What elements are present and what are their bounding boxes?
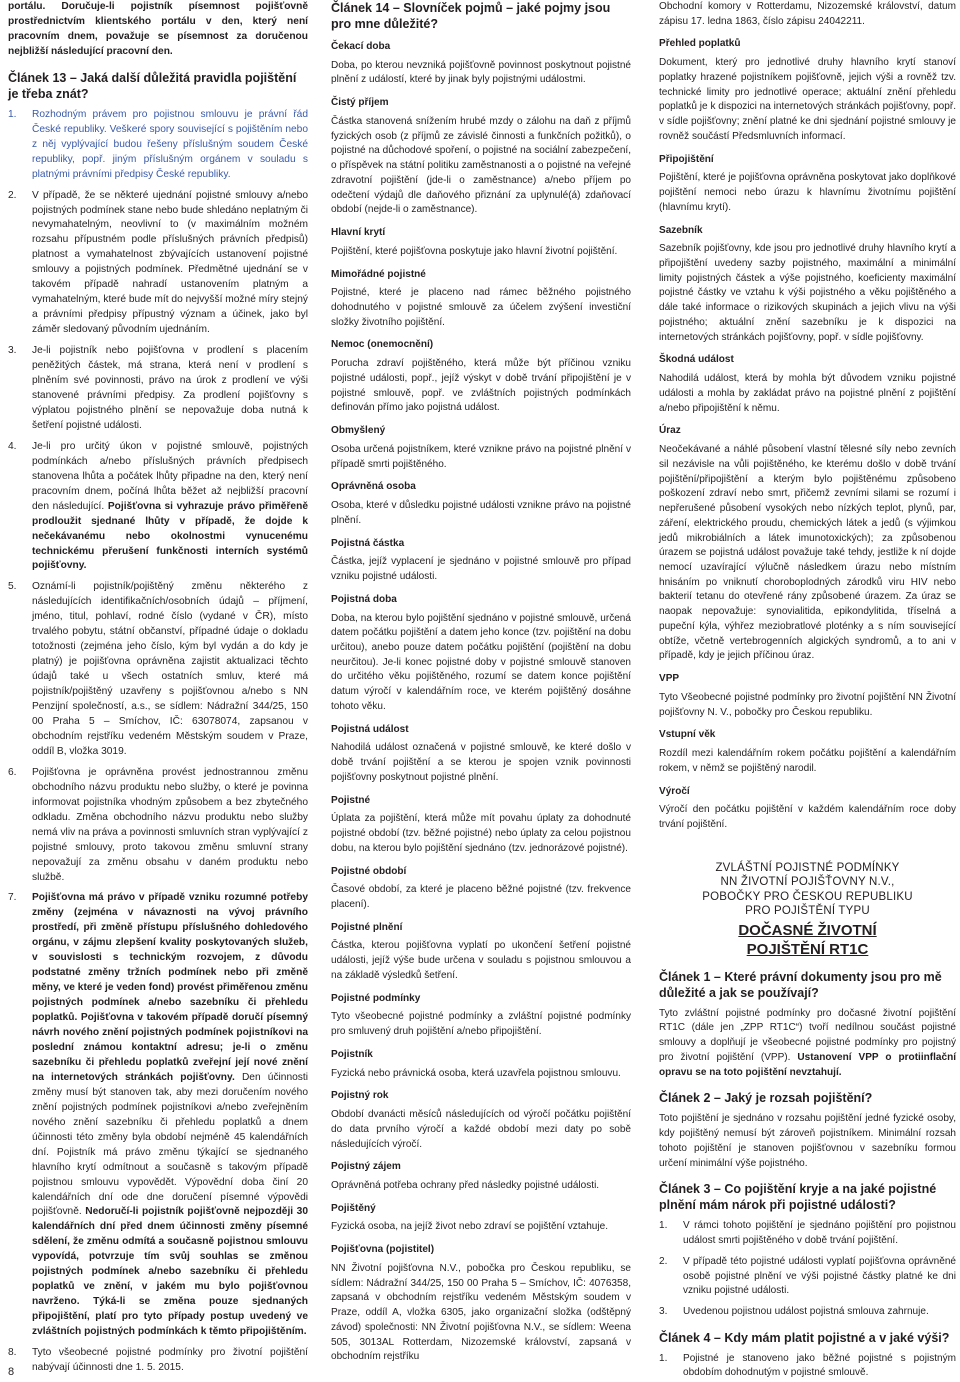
item-number: 3.: [8, 345, 17, 357]
article-3-title: Článek 3 – Co pojištění kryje a na jaké pojistné plnění mám nárok při pojistné události?: [659, 1182, 937, 1213]
column-1: [8, 0, 308, 1382]
article-2-text: Toto pojištění je sjednáno v rozsahu pojištění jedné fyzické osoby, kdy pojištěný nemusí být zároveň pojistníkem. Minimální rozsah tohoto pojištění je stanoven pojišťovnou v sazebníku formou určení minimální výše pojistného.: [659, 1113, 956, 1169]
item-text: Oznámí-li pojistník/pojištěný změnu některého z následujících identifikačních/osobních údajů – příjmení, jméno, titul, pohlaví, rodné číslo (vydané v ČR), místo trvalého pobytu, státní občanství, případné údaje o dokladu totožnosti (zejména jeho číslo, kým byl vydán a do kdy je platný) je pojišťovna oprávněna zajistit aktualizaci těchto údajů také u všech ostatních smluv, které má pojistník/pojištěný uzavřeny s pojišťovnou a/nebo s NN Penzijní společností, a.s., se sídlem: Nádražní 344/25, 150 00 Praha 5 – Smíchov, IČ: 63078074, zapsanou v obchodním rejstříku vedeném Městským soudem v Praze, oddíl B, vložka 3019.: [32, 581, 308, 757]
glossary-term: Čekací doba: [331, 41, 391, 52]
glossary-definition: Výročí den počátku pojištění v každém kalendářním roce doby trvání pojištění.: [659, 804, 956, 830]
header-line: ZVLÁŠTNÍ POJISTNÉ PODMÍNKY: [715, 861, 900, 874]
glossary-term: Pojištěný: [331, 1202, 376, 1214]
title-line: DOČASNÉ ŽIVOTNÍ: [738, 921, 877, 939]
glossary-definition: Oprávněná potřeba ochrany před následky pojistné události.: [331, 1180, 600, 1191]
glossary-term: Sazebník: [659, 224, 703, 236]
glossary-term: Pojistný zájem: [331, 1161, 401, 1173]
glossary-definition: Pojištění, které pojišťovna poskytuje jako hlavní životní pojištění.: [331, 245, 618, 257]
column-2: [331, 0, 631, 1382]
item-number: 2.: [659, 1255, 668, 1267]
item-text: Pojišťovna je oprávněna provést jednostrannou změnu obchodního názvu produktu nebo služby, o které je povinna informovat pojistníka vhodným způsobem a bez zbytečného odkladu. Změna obchodního názvu produktu nebo služby nemá vliv na práva a povinnosti smluvních stran vyplývající z pojistné smlouvy, proto takovou změnu smluvní strany nepovažují za změnu obsahu v daném produktu nebo službě.: [32, 766, 308, 883]
glossary-term: Pojistná doba: [331, 593, 397, 605]
item-number: 6.: [8, 766, 17, 778]
list-item: [8, 766, 308, 886]
glossary-definition: Tyto všeobecné pojistné podmínky a zvláštní pojistné podmínky pro smluvený druh pojištění a/nebo připojištění.: [331, 1011, 631, 1038]
glossary-term: Hlavní krytí: [331, 227, 386, 239]
list-item: [8, 440, 308, 575]
glossary-definition: Tyto Všeobecné pojistné podmínky pro životní pojištění NN Životní pojišťovny N. V., pobočky pro Českou republiku.: [659, 691, 956, 718]
list-item: [659, 1352, 956, 1381]
item-number: 1.: [659, 1352, 668, 1364]
glossary-term: Vstupní věk: [659, 729, 716, 741]
article-13-title: Článek 13 – Jaká další důležitá pravidla pojištění je třeba znát?: [8, 70, 297, 101]
glossary-term: Úraz: [659, 425, 681, 437]
glossary-continuation: Obchodní komory v Rotterdamu, Nizozemské království, datum zápisu 17. ledna 1863, číslo zápisu 24042211.: [659, 1, 956, 27]
glossary-term: Pojistný rok: [331, 1090, 389, 1102]
item-text: Pojistné je stanoveno jako běžné pojistné s pojistným obdobím dohodnutým v pojistné smlouvě.: [683, 1352, 956, 1379]
page-number: 8: [8, 1366, 15, 1378]
glossary-definition: Doba, po kterou nevzniká pojišťovně povinnost poskytnout pojistné plnění z událostí, které by jinak byly pojistnými událostmi.: [331, 59, 631, 86]
item-text-regular: Den účinnosti změny musí být stanoven tak, aby mezi doručením nového znění pojistných podmínek pojistníkovi a/nebo zveřejněním nového znění sazebníku či přehledu poplatků a dnem účinnosti této změny byla období nejméně 45 kalendářních dní. Pojistník má právo změnu týkající se sjednaného hlavního krytí odmítnout a současně s takovým případě pojistnou smlouvu vypovědět. Výpovědní doba činí 20 kalendářních dní ode dne doručení písemné výpovědi pojišťovně.: [32, 1071, 308, 1218]
glossary-definition: Fyzická osoba, na jejíž život nebo zdraví se pojištění vztahuje.: [331, 1221, 608, 1233]
item-text-bold: Pojišťovna má právo v případě vzniku rozumné potřeby změny (zejména v návaznosti na vývoj právního prostředí, při změně přístupu příslušného dohledového orgánu, v zájmu zlepšení kvality poskytovaných služeb, v souvislosti s technickým rozvojem, z důvodu podstatné změny tržních podmínek nebo při změně měny, ve které je veden fond) provést přiměřenou změnu pojistných podmínek a/nebo sazebníku či přehledu poplatků. Pojišťovna v takovém případě doručí písemný návrh nového znění pojistných podmínek pojistníkovi na poslední známou kontaktní adresu; je-li o změnu sazebníku či přehledu poplatků zveřejní její nové znění na internetových stránkách pojišťovny.: [32, 892, 308, 1083]
glossary-term: Pojistné: [331, 794, 371, 806]
item-number: 5.: [8, 581, 17, 593]
glossary-definition: Porucha zdraví pojištěného, která může být příčinou vzniku pojistné události, popř., jejíž výskyt v době trvání připojištění je v pojistné smlouvě, popř. ve zvláštních pojistných podmínkách definován přímo jako pojistná událost.: [331, 358, 631, 414]
item-text: [32, 891, 308, 1340]
item-text-regular: Je-li pro určitý úkon v pojistné smlouvě, pojistných podmínkách a/nebo příslušných právních předpisech stanovena lhůta a počátek lhůty připadne na den, který není pracovním dnem, počíná lhůta běžet až nejbližší pracovní den následující.: [32, 440, 308, 512]
glossary-term: Výročí: [659, 785, 690, 797]
item-text: Tyto všeobecné pojistné podmínky pro životní pojištění nabývají účinnosti dne 1. 5. 2015.: [32, 1347, 308, 1374]
glossary-definition: Pojistné, které je placeno nad rámec běžného pojistného dohodnutého v pojistné smlouvě za účelem zvýšení investiční složky životního pojištění.: [331, 287, 631, 328]
intro-paragraph: portálu. Doručuje-li pojistník písemnost pojišťovně prostřednictvím klientského portálu v den, který není pracovním dnem, považuje se písemnost za doručenou nejbližší následující pracovní den.: [8, 1, 308, 57]
glossary-definition: Částka stanovená snížením hrubé mzdy o zálohu na daň z příjmů fyzických osob (z příjmů ze závislé činnosti a funkčních požitků), o pojistné na důchodové spoření, o pojistné na sociální zabezpečení, o příspěvek na státní politiku zaměstnanosti a o pojistné na veřejné zdravotní pojištění (jde-li o zaměstnance) a/nebo příjem po odečtení výdajů dle daňového přiznání za uplynulé(á) zdaňovací období (nejde-li o zaměstnance).: [331, 115, 631, 216]
glossary-definition: Osoba, které v důsledku pojistné události vznikne právo na pojistné plnění.: [331, 500, 631, 526]
glossary-definition: NN Životní pojišťovna N.V., pobočka pro Českou republiku, se sídlem: Nádražní 344/25, 150 00 Praha 5 – Smíchov, IČ: 4076358, zapsaná v obchodním rejstříku vedeném Městským soudem v Praze, oddíl A, vložka 6305, jako organizační složka (odštěpný závod) společnosti: NN Životní pojišťovna N.V., se sídlem: Weena 505, 3013AL Rotterdam, Nizozemské království, zapsaná v obchodním rejstříku: [331, 1262, 631, 1363]
list-item: [8, 1346, 308, 1376]
glossary-definition: Neočekávané a náhlé působení vlastní tělesné síly nebo zevních sil nezávisle na vůli pojištěného, ke kterému došlo v době trvání pojištění/připojištění a kterým bylo pojištěnému způsobeno poškození zdraví nebo smrt, přičemž zevními silami se rozumí i nepřerušené působení vysokých nebo nízkých teplot, plynů, par, záření, elektrického proudu, chemických látek a jedů (s výjimkou jedů mikrobiálních a látek imunotoxických); za způsobenou úrazem se pojistná událost považuje také tehdy, jestliže k ní dojde nemocí uzavírající výlučně následkem úrazu nebo místním hnisáním po vniknutí choroboplodných zárodků viru HIV nebo bakterií tetanu do otevřené rány způsobené úrazem. Za úraz se naopak nepovažuje: synovialitida, epikondylitida, tříselná a pupeční kýla, výhřez meziobratlové ploténky a s ním související obtíže, včetně vertebrogenních algických syndromů, a to ani v případě, kdy je jejich příčinou úraz.: [659, 444, 956, 662]
item-number: 1.: [8, 108, 17, 120]
item-text: Rozhodným právem pro pojistnou smlouvu je právní řád České republiky. Veškeré spory související s pojištěním nebo z něj vyplývající budou řešeny příslušným soudem České republiky, popř. jiným příslušným orgánem v souladu s platnými právními předpisy České republiky.: [32, 108, 308, 180]
glossary-term: Pojistné období: [331, 865, 407, 877]
glossary-term: Pojistná událost: [331, 723, 409, 735]
item-text-bold: Pojišťovna si vyhrazuje právo přiměřeně prodloužit sjednané lhůty v případě, že dojde k nečekávanému nebo okolnostmi vynucenému technickému přerušení funkčnosti interních systémů pojišťovny.: [32, 500, 308, 572]
glossary-definition: Období dvanácti měsíců následujících od výročí počátku pojištění do data prvního výročí a každé období mezi daty po sobě následujících výročí.: [331, 1109, 631, 1150]
list-item: [659, 1305, 956, 1320]
glossary-term: Pojistné podmínky: [331, 992, 421, 1004]
glossary-term: Škodná událost: [659, 354, 734, 366]
article-1-title: Článek 1 – Které právní dokumenty jsou pro mě důležité a jak se používají?: [659, 969, 942, 1000]
list-item: [8, 580, 308, 759]
glossary-definition: Částka, kterou pojišťovna vyplatí po ukončení šetření pojistné události, jejíž výše bude určena v souladu s pojistnou smlouvou a na základě výsledků šetření.: [331, 940, 631, 981]
glossary-term: Pojistník: [331, 1048, 373, 1060]
item-number: 8.: [8, 1347, 17, 1359]
glossary-term: Pojišťovna (pojistitel): [331, 1244, 435, 1256]
item-number: 1.: [659, 1220, 668, 1232]
item-text: [32, 440, 308, 575]
list-item: [8, 891, 308, 1340]
glossary-definition: Částka, jejíž vyplacení je sjednáno v pojistné smlouvě pro případ vzniku pojistné události.: [331, 556, 631, 583]
glossary: [331, 40, 631, 1365]
article-14-title: Článek 14 – Slovníček pojmů – jaké pojmy jsou pro mne důležité?: [331, 1, 611, 31]
item-text-bold: Nedoručí-li pojistník pojišťovně nejpozději 30 kalendářních dní před dnem účinnosti změny písemné sdělení, že změnu odmítá a současně pojistnou smlouvu vypovídá, potvrzuje tím svůj souhlas se změnou pojistných podmínek a/nebo sazebníku či přehledu poplatků ve znění, v jakém mu bylo pojišťovnou navrženo. Týká-li se změna pouze sjednaných připojištění, platí pro tyto případy postup uvedený ve zvláštních pojistných podmínkách k těmto připojištěním.: [32, 1206, 308, 1338]
glossary-definition: Fyzická nebo právnická osoba, která uzavřela pojistnou smlouvu.: [331, 1067, 621, 1079]
item-number: 2.: [8, 189, 17, 201]
article-1-text: [659, 1007, 956, 1081]
list-item: [8, 108, 308, 183]
glossary-definition: Sazebník pojišťovny, kde jsou pro jednotlivé druhy hlavního krytí a připojištění uvedeny sazby pojistného, maximální a minimální limity pojistných částek a výše pojistného, koeficienty maximální pojistné částky ve vztahu k výši pojistného a věku pojištěného a dále také informace o rizikových skupinách a jejich vlivu na výši pojistného; aktuální znění sazebníku je k dispozici na internetových stránkách pojišťovny, popř. v sídle pojišťovny.: [659, 243, 956, 343]
article-4-title: Článek 4 – Kdy mám platit pojistné a v jaké výši?: [659, 1330, 950, 1345]
item-text: V případě této pojistné události vyplatí pojišťovna oprávněné osobě pojistné plnění ve výši pojistné částky platné ke dni vzniku pojistné události.: [683, 1255, 956, 1297]
header-line: NN ŽIVOTNÍ POJIŠŤOVNY N.V.,: [720, 876, 895, 889]
glossary-term: Obmyšlený: [331, 425, 386, 437]
glossary-term: Pojistná částka: [331, 537, 405, 549]
glossary-definition: Doba, na kterou bylo pojištění sjednáno v pojistné smlouvě, určená datem počátku pojištění a datem jeho konce (tzv. pojištění na dobu určitou), anebo pouze datem počátku pojištění (pojištění na dobu neurčitou). Je-li konec pojistné doby v pojistné smlouvě stanoven do určitého věku pojištěného, rozumí se datem konce pojištění datum výročí v kalendářním roce, ve kterém pojištěný dosáhne tohoto věku.: [331, 612, 631, 712]
column-3: [659, 0, 956, 1382]
glossary-term: Nemoc (onemocnění): [331, 339, 434, 351]
header-line: POBOČKY PRO ČESKOU REPUBLIKU: [702, 890, 913, 903]
glossary-definition: Dokument, který pro jednotlivé druhy hlavního krytí stanoví poplatky hrazené pojistníkem pojišťovně, jejich výši a rovněž tzv. technické limity pro jednotlivé operace; aktuální znění přehledu poplatků je k dispozici na internetových stránkách pojišťovny, popř. v sídle pojišťovny; znění platné ke dni sjednání pojistné smlouvy je rovněž součástí Předsmluvních informací.: [659, 57, 956, 142]
glossary-term: Mimořádné pojistné: [331, 268, 426, 280]
item-text: Uvedenou pojistnou událost pojistná smlouva zahrnuje.: [683, 1306, 929, 1317]
title-line: POJIŠTĚNÍ RT1C: [746, 940, 869, 958]
glossary: [659, 37, 956, 832]
glossary-definition: Rozdíl mezi kalendářním rokem počátku pojištění a kalendářním rokem, v němž se pojištěný narodil.: [659, 748, 956, 774]
article-1-bold: Ustanovení VPP o protiinflační opravu se na toto pojištění nevztahují.: [659, 1051, 957, 1078]
article-2-title: Článek 2 – Jaký je rozsah pojištění?: [659, 1091, 873, 1106]
item-text: V rámci tohoto pojištění je sjednáno pojištění pro pojistnou událost smrti pojištěného v době trvání pojištění.: [683, 1220, 956, 1247]
item-text: Je-li pojistník nebo pojišťovna v prodlení s placením peněžitých částek, má strana, která není v prodlení s plněním své povinnosti, právo na úrok z prodlení ve výši stanovené právními předpisy. Za prodlení pojišťovny s výplatou pojistného plnění se nepovažuje doba nutná k šetření pojistné události.: [32, 345, 308, 431]
glossary-definition: Nahodilá událost označená v pojistné smlouvě, ke které došlo v době trvání pojištění a se kterou je spojen vznik povinnosti pojišťovny poskytnout pojistné plnění.: [331, 742, 631, 783]
glossary-definition: Úplata za pojištění, která může mít povahu úplaty za dohodnuté pojistné období (tzv. běžné pojistné) nebo úplaty za celou pojistnou dobu, na kterou bylo pojištění sjednáno (tzv. jednorázové pojistné).: [331, 813, 631, 854]
item-text: V případě, že se některé ujednání pojistné smlouvy a/nebo pojistných podmínek stane nebo bude shledáno neplatným či nevymahatelným, neovlivní to (v maximálním možném rozsahu přípustném podle příslušných právních předpisů) platnost a vymahatelnost zbývajících ustanovení pojistné smlouvy a pojistných podmínek. Předmětné ujednání se v takovém případě nahradí ustanovením platným a vymahatelným, které bude mít do nejvyšší možné míry stejný a právními předpisy přípustný význam a účinek, jako byl záměr sledovaný původním ujednáním.: [32, 189, 308, 336]
list-item: [659, 1255, 956, 1299]
glossary-definition: Časové období, za které je placeno běžné pojistné (tzv. frekvence placení).: [331, 884, 631, 910]
list-item: [8, 189, 308, 339]
glossary-term: Čistý příjem: [331, 97, 389, 109]
list-item: [8, 344, 308, 434]
glossary-term: Přehled poplatků: [659, 38, 741, 50]
glossary-term: Pojistné plnění: [331, 921, 403, 933]
glossary-definition: Nahodilá událost, která by mohla být důvodem vzniku pojistné události a mohla by zakládat právo na pojistné plnění z pojištění a/nebo připojištění k němu.: [659, 373, 956, 414]
header-line: PRO POJIŠTĚNÍ TYPU: [745, 905, 870, 918]
article-1-regular: Tyto zvláštní pojistné podmínky pro dočasné životní pojištění RT1C (dále jen „ZPP RT1C“) tvoří nedílnou součást pojistné smlouvy a doplňují je všeobecné pojistné podmínky pro pojistný pro životní pojištění (VPP).: [659, 1007, 956, 1063]
document-title: [659, 921, 956, 959]
glossary-definition: Pojištění, které je pojišťovna oprávněna poskytovat jako doplňkové pojištění nemoci nebo úrazu k hlavnímu životnímu pojištění (hlavnímu krytí).: [659, 172, 956, 213]
item-number: 3.: [659, 1306, 668, 1317]
item-number: 4.: [8, 440, 17, 452]
glossary-definition: Osoba určená pojistníkem, které vznikne právo na pojistné plnění v případě smrti pojištěného.: [331, 443, 631, 470]
glossary-term: Připojištění: [659, 153, 714, 165]
glossary-term: Oprávněná osoba: [331, 481, 416, 493]
item-number: 7.: [8, 892, 17, 904]
glossary-term: VPP: [659, 673, 680, 685]
list-item: [659, 1219, 956, 1248]
document-header: [659, 861, 956, 919]
